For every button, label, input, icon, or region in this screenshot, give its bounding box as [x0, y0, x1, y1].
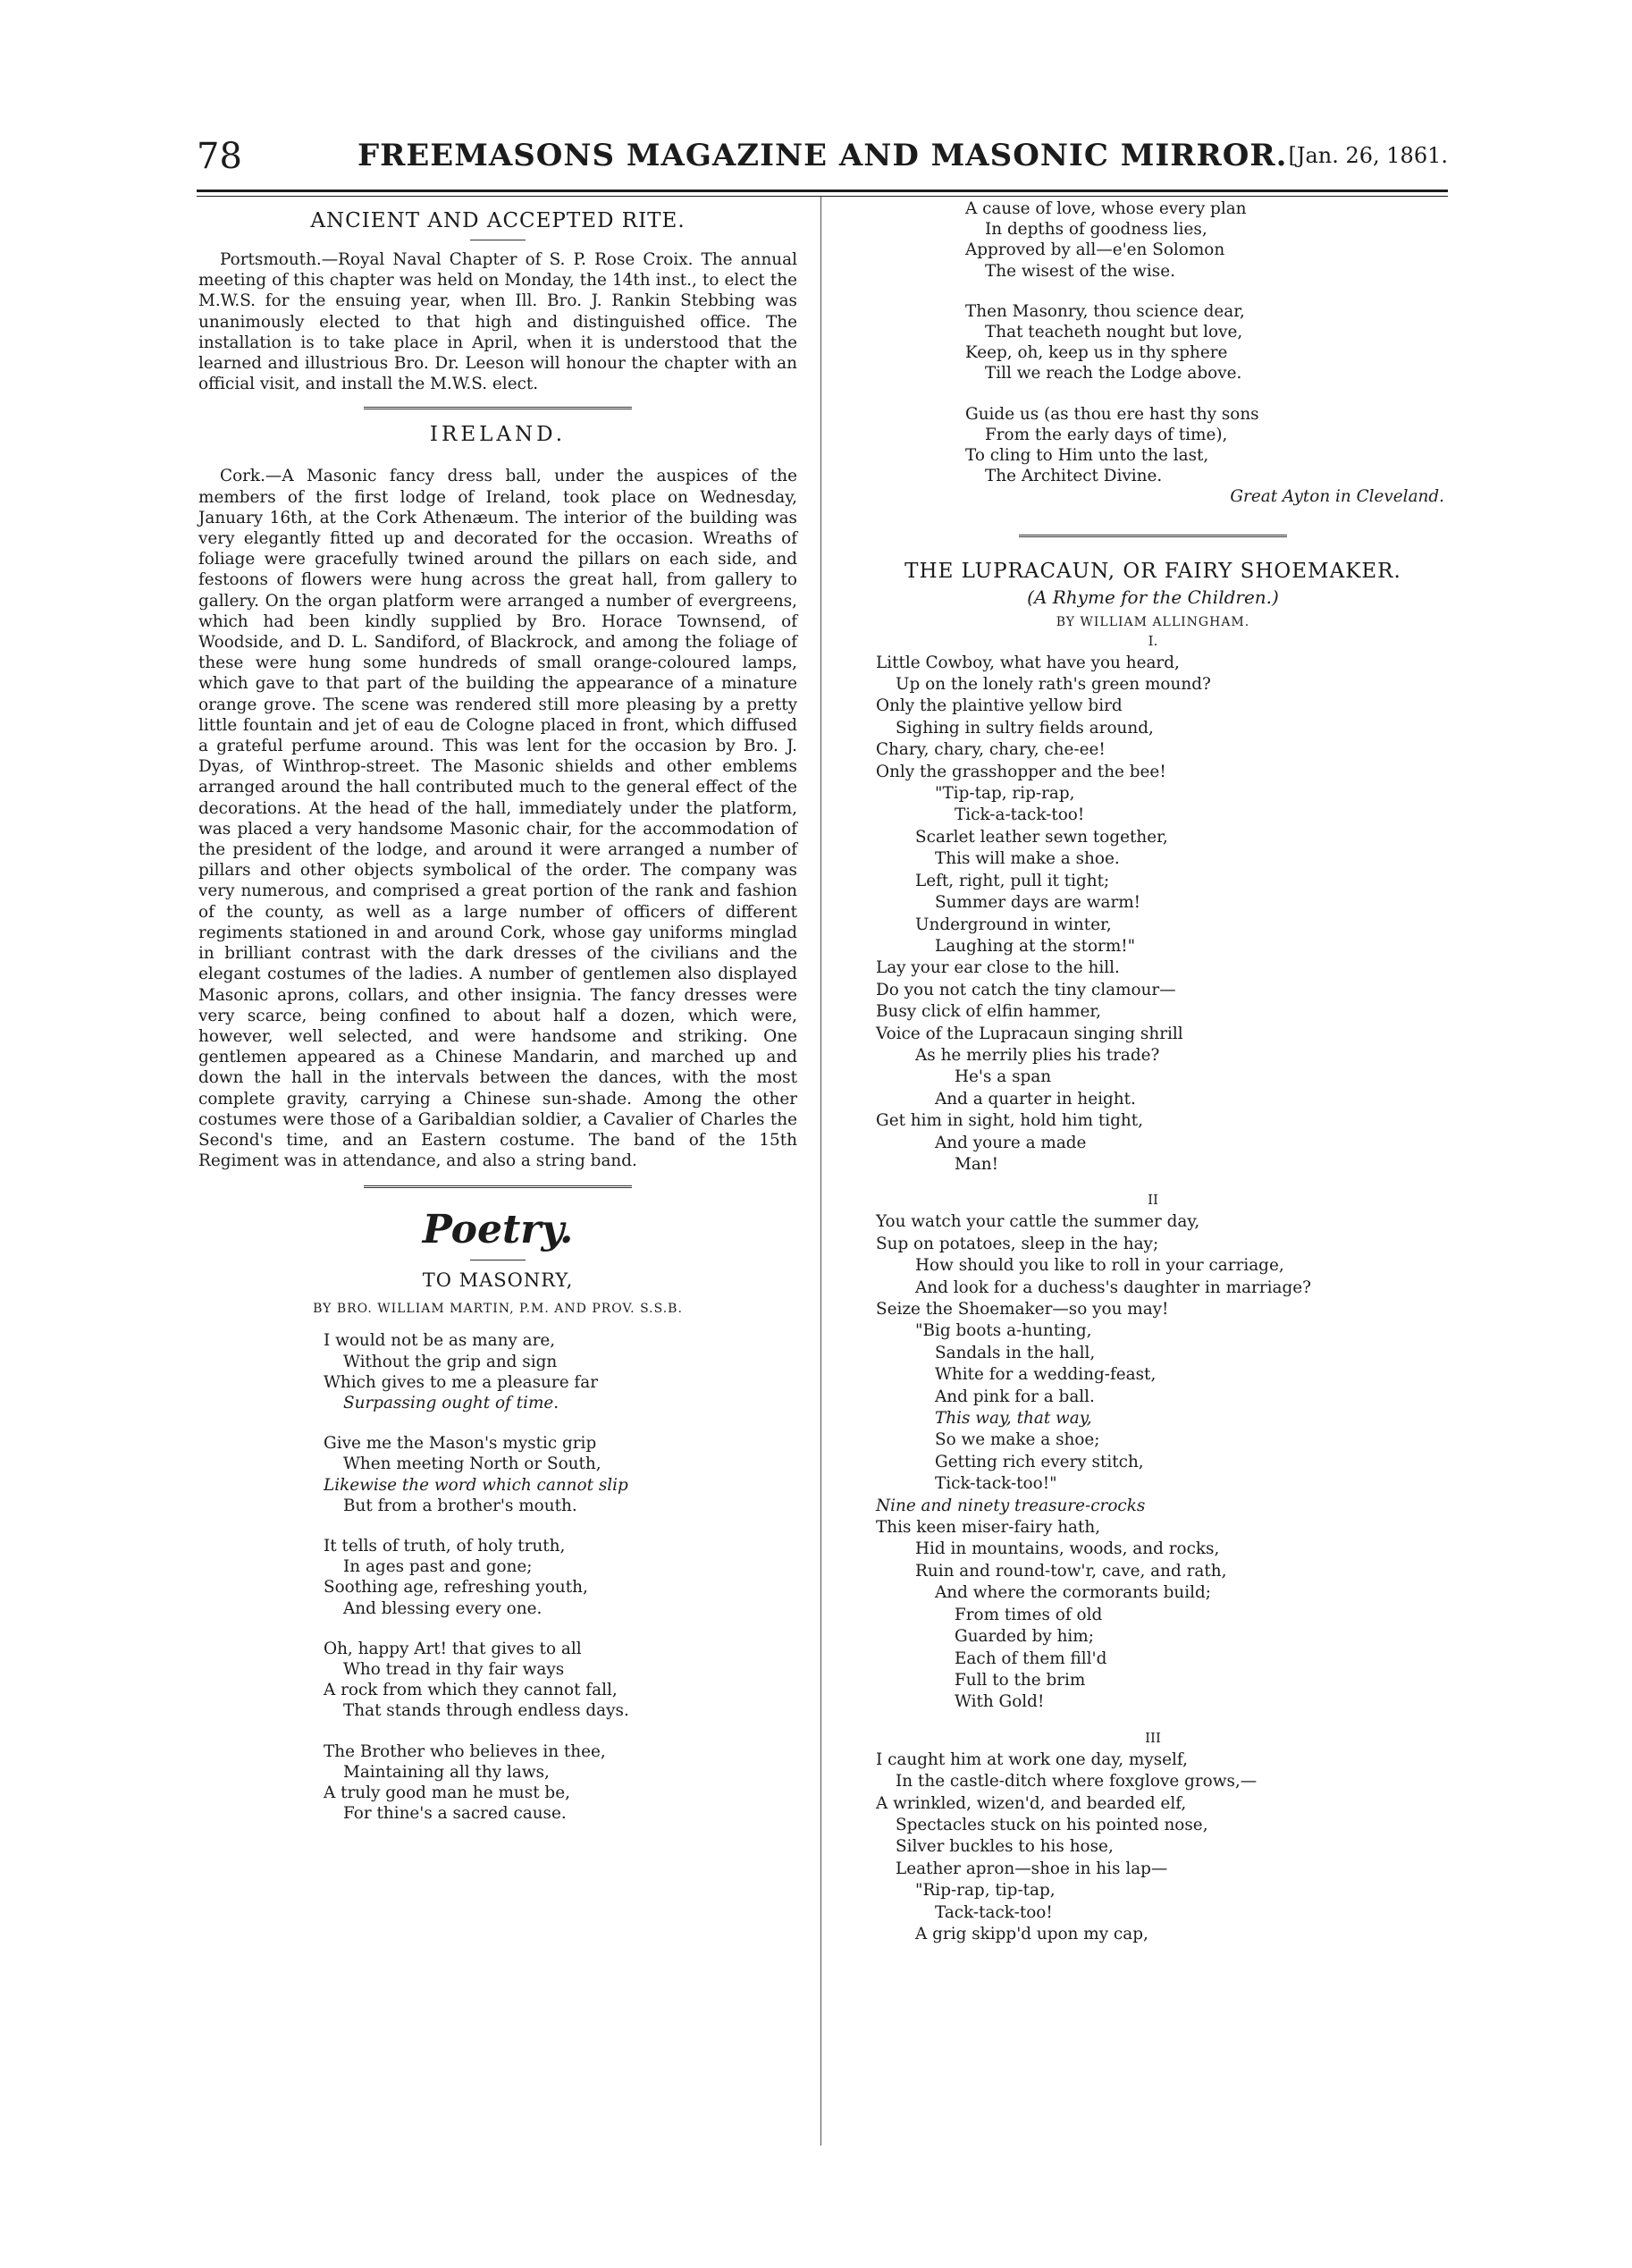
poem-stanza [324, 1433, 797, 1516]
poem-line: Tick-tack-too!" [935, 1474, 1057, 1494]
poem-line: Keep, oh, keep us in thy sphere [965, 343, 1228, 363]
poem-line: Sandals in the hall, [935, 1343, 1096, 1362]
poem-signature: Great Ayton in Cleveland. [1230, 487, 1444, 507]
poem-line: Guide us (as thou ere hast thy sons [965, 404, 1259, 424]
poem-line: Lay your ear close to the hill. [876, 958, 1120, 978]
poem-line: This will make a shoe. [935, 849, 1120, 869]
part-numeral: III [1145, 1729, 1161, 1746]
poem-line: Oh, happy Art! that gives to all [324, 1639, 582, 1658]
poem-line: Laughing at the storm!" [935, 936, 1136, 956]
poem-line: With Gold! [955, 1692, 1045, 1712]
issue-date: [Jan. 26, 1861. [1288, 143, 1448, 168]
poem-line: Hid in mountains, woods, and rocks, [915, 1539, 1220, 1559]
poem-line: Approved by all—e'en Solomon [965, 240, 1225, 260]
section-divider [364, 1185, 632, 1191]
poem-line: And youre a made [935, 1133, 1087, 1152]
poem-line: A rock from which they cannot fall, [324, 1681, 618, 1700]
poem-line: A truly good man he must be, [324, 1783, 570, 1802]
header-rule-thick [197, 190, 1448, 192]
poem-line: "Big boots a-hunting, [915, 1321, 1092, 1341]
poem-line: Left, right, pull it tight; [915, 871, 1110, 890]
poem-line: I caught him at work one day, myself, [876, 1749, 1188, 1769]
poem-line: Up on the lonely rath's green mound? [896, 675, 1211, 695]
rite-section-title: ANCIENT AND ACCEPTED RITE. [310, 209, 686, 232]
left-column [198, 204, 797, 1843]
poem-line: In the castle-ditch where foxglove grows,— [896, 1772, 1258, 1792]
poem-line: "Rip-rap, tip-tap, [915, 1881, 1056, 1901]
poem-line: Little Cowboy, what have you heard, [876, 653, 1180, 672]
poem-line: Scarlet leather sewn together, [915, 827, 1168, 847]
poem-line: From times of old [955, 1605, 1103, 1624]
poem-line: Man! [955, 1154, 999, 1174]
poem-line: It tells of truth, of holy truth, [324, 1536, 566, 1556]
poem-line: The Brother who believes in thee, [324, 1741, 606, 1761]
song-part-three [876, 1749, 1448, 1946]
poem-line: "Tip-tap, rip-rap, [935, 784, 1075, 804]
poem-line: You watch your cattle the summer day, [876, 1212, 1200, 1232]
poem-line: Underground in winter, [915, 915, 1112, 934]
poem-line: A cause of love, whose every plan [965, 199, 1247, 218]
poem-line: Sighing in sultry fields around, [896, 718, 1154, 738]
poem-line: Guarded by him; [955, 1627, 1094, 1647]
page-header [197, 134, 1448, 188]
poem-line: I would not be as many are, [324, 1331, 556, 1351]
poem-line: For thine's a sacred cause. [343, 1804, 567, 1824]
song-part-two [876, 1211, 1448, 1713]
poem-line: Only the grasshopper and the bee! [876, 762, 1166, 781]
ireland-paragraph: Cork.—A Masonic fancy dress ball, under the auspices of the members of the first lodge of Ireland, took place on Wednesday, January 16th, at the Cork Athenæum. The interior of the building was very elegantly fitted up and decorated for the occasion. Wreaths of foliage were gracefully twined around the pillars on each side, and festoons of flowers were hung across the great hall, from gallery to gallery. On the organ platform were arranged a number of evergreens, which had been kindly supplied by Bro. Horace Townsend, of Woodside, and D. L. Sandiford, of Blackrock, and among the foliage of these were hung some hundreds of small orange-coloured lamps, which gave to that part of the building the appearance of a minature orange grove. The scene was rendered still more pleasing by a pretty little fountain and jet of eau de Cologne placed in front, which diffused a grateful perfume around. This was lent for the occasion by Bro. J. Dyas, of Winthrop-street. The Masonic shields and other emblems arranged around the hall contributed much to the general effect of the decorations. At the head of the hall, immediately under the platform, was placed a very handsome Masonic chair, for the accommodation of the president of the lodge, and around it were arranged a number of pillars and other objects symbolical of the order. The company was very numerous, and comprised a great portion of the rank and fashion of the county, as well as a large number of officers of different regiments stationed in and around Cork, whose gay uniforms minglad in brilliant contrast with the dark dresses of the civilians and the elegant costumes of the ladies. A number of gentlemen also displayed Masonic aprons, collars, and other insignia. The fancy dresses were very scarce, being confined to about half a dozen, which were, however, well selected, and were handsome and striking. One gentlemen appeared as a Chinese Mandarin, and marched up and down the hall in the intervals between the dances, with the most complete gravity, carrying a Chinese sun-shade. Among the other costumes were those of a Garibaldian soldier, a Cavalier of Charles the Second's time, and an Eastern costume. The band of the 15th Regiment was in attendance, and also a string band. [198, 467, 797, 1171]
poem-line: As he merrily plies his trade? [915, 1045, 1160, 1065]
page-number: 78 [197, 136, 242, 177]
poem-line: How should you like to roll in your carriage, [915, 1256, 1284, 1276]
poem-line: Seize the Shoemaker—so you may! [876, 1300, 1169, 1319]
poem-line: He's a span [955, 1067, 1052, 1087]
poem-line: And blessing every one. [343, 1598, 543, 1618]
ireland-section-title: IRELAND. [429, 423, 567, 447]
lupracaun-subtitle: (A Rhyme for the Children.) [1027, 586, 1279, 608]
poem-line: Soothing age, refreshing youth, [324, 1578, 588, 1598]
poem-line: Surpassing ought of time. [343, 1393, 559, 1412]
poem-line: Which gives to me a pleasure far [324, 1372, 598, 1392]
poem-line: Getting rich every stitch, [935, 1452, 1144, 1471]
poem-stanza [324, 1330, 797, 1413]
poem-byline: BY BRO. WILLIAM MARTIN, P.M. AND PROV. S.S.B. [313, 1302, 683, 1317]
poem-line: Till we reach the Lodge above. [985, 364, 1242, 384]
poem-line: Silver buckles to his hose, [896, 1837, 1114, 1857]
poem-line: Tack-tack-too! [935, 1902, 1053, 1922]
poem-line: Voice of the Lupracaun singing shrill [876, 1024, 1183, 1043]
magazine-title: FREEMASONS MAGAZINE AND MASONIC MIRROR. [358, 138, 1288, 173]
poem-line: Busy click of elfin hammer, [876, 1002, 1102, 1022]
poem-line: That teacheth nought but love, [985, 323, 1243, 342]
poem-line: And where the cormorants build; [935, 1583, 1211, 1603]
poem-line: Nine and ninety treasure-crocks [876, 1496, 1146, 1515]
poem-line: Summer days are warm! [935, 893, 1141, 913]
poem-line: But from a brother's mouth. [343, 1496, 577, 1515]
poem-stanza [965, 198, 1448, 282]
poem-stanza [324, 1536, 797, 1619]
poem-line: To cling to Him unto the last, [965, 446, 1209, 466]
poem-line: Likewise the word which cannot slip [324, 1475, 628, 1495]
poem-line: A grig skipp'd upon my cap, [915, 1924, 1148, 1943]
lupracaun-byline: BY WILLIAM ALLINGHAM. [1056, 614, 1250, 629]
poem-line: Chary, chary, chary, che-ee! [876, 740, 1106, 760]
lupracaun-title: THE LUPRACAUN, OR FAIRY SHOEMAKER. [904, 559, 1401, 583]
poem-line: And a quarter in height. [935, 1089, 1136, 1109]
poem-line: Give me the Mason's mystic grip [324, 1434, 597, 1454]
poem-line: Tick-a-tack-too! [955, 805, 1085, 825]
poem-line: Ruin and round-tow'r, cave, and rath, [915, 1561, 1227, 1581]
poem-line: The wisest of the wise. [985, 261, 1175, 281]
poem-line: Leather apron—shoe in his lap— [896, 1859, 1168, 1878]
poem-line: Only the plaintive yellow bird [876, 696, 1123, 716]
poem-line: Get him in sight, hold him tight, [876, 1111, 1143, 1131]
poem-stanza [324, 1741, 797, 1825]
poem-line: This way, that way, [935, 1409, 1092, 1429]
poem-line: The Architect Divine. [985, 467, 1163, 486]
poem-stanza [324, 1639, 797, 1722]
section-divider [1019, 535, 1287, 540]
poem-line: Each of them fill'd [955, 1648, 1107, 1668]
poem-line: A wrinkled, wizen'd, and bearded elf, [876, 1793, 1187, 1813]
poem-line: White for a wedding-feast, [935, 1365, 1157, 1385]
poem-line: Do you not catch the tiny clamour— [876, 980, 1176, 999]
poem-line: Who tread in thy fair ways [343, 1659, 565, 1679]
poem-line: When meeting North or South, [343, 1454, 601, 1474]
poem-line: And pink for a ball. [935, 1387, 1095, 1406]
poem-line: Without the grip and sign [343, 1352, 558, 1371]
poem-line: In ages past and gone; [343, 1557, 533, 1577]
poem-line: From the early days of time), [985, 425, 1228, 444]
header-rule-thin [197, 196, 1448, 197]
poem-line: That stands through endless days. [343, 1701, 629, 1721]
poem-line: Then Masonry, thou science dear, [965, 301, 1245, 321]
poem-line: So we make a shoe; [935, 1430, 1100, 1450]
part-numeral: I. [1148, 632, 1158, 649]
song-part-one [876, 653, 1448, 1176]
poem-line: Spectacles stuck on his pointed nose, [896, 1815, 1208, 1834]
poem-stanza [965, 404, 1448, 487]
poem-stanza [965, 301, 1448, 384]
rite-paragraph: Portsmouth.—Royal Naval Chapter of S. P. Rose Croix. The annual meeting of this chapter was held on Monday, the 14th inst., to elect the M.W.S. for the ensuing year, when Ill. Bro. J. Rankin Stebbing was unanimously elected to that high and distinguished office. The installation is to take place in April, when it is understood that the learned and illustrious Bro. Dr. Leeson will honour the chapter with an official visit, and install the M.W.S. elect. [198, 250, 797, 394]
poem-line: Sup on potatoes, sleep in the hay; [876, 1234, 1159, 1253]
poetry-heading: Poetry. [422, 1207, 574, 1253]
right-column [858, 199, 1448, 1945]
poem-line: In depths of goodness lies, [985, 220, 1207, 240]
poem-line: Maintaining all thy laws, [343, 1762, 550, 1782]
poem-line: This keen miser-fairy hath, [876, 1518, 1101, 1538]
column-divider [820, 197, 821, 2146]
poem-line: And look for a duchess's daughter in marriage? [915, 1277, 1311, 1297]
poem-line: Full to the brim [955, 1670, 1086, 1690]
poem-title: TO MASONRY, [422, 1269, 574, 1292]
part-numeral: II [1148, 1192, 1158, 1209]
section-divider [364, 407, 632, 412]
